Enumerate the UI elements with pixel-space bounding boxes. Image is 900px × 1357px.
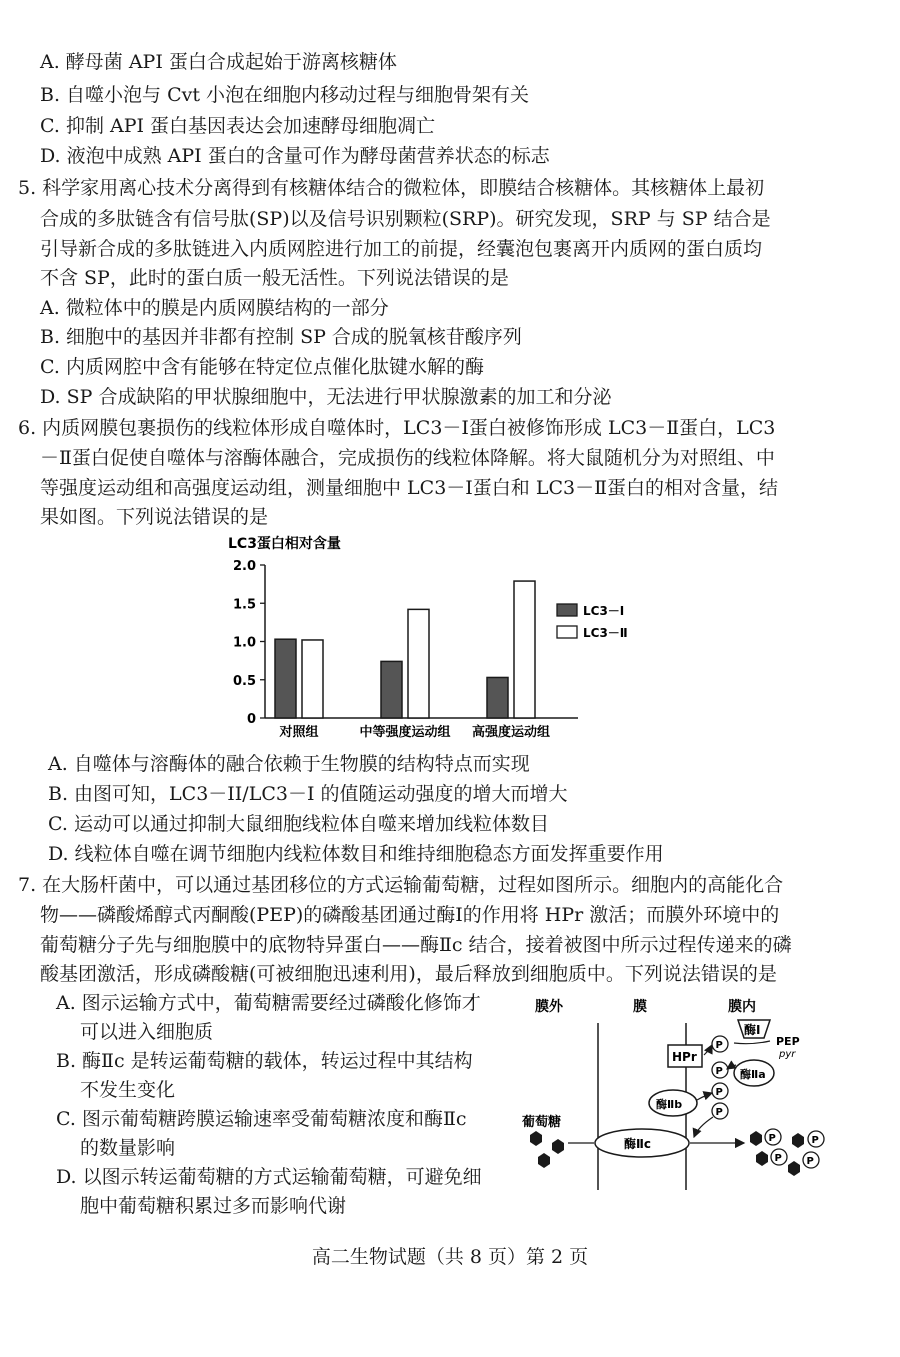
phosphate-2-label: P [715,1066,723,1077]
y-tick-label: 2.0 [232,559,256,574]
y-tick-label: 0.5 [232,673,256,689]
y-ticks [233,559,265,727]
sugar-phosphate-p-label: P [806,1156,814,1167]
bar-lc3-ii [302,640,323,718]
bar-lc3-i [381,661,402,718]
glucose-hexagon [552,1139,564,1154]
q7-option-c-cont: 的数量影响 [80,1137,176,1159]
q7-option-a: A. 图示运输方式中，葡萄糖需要经过磷酸化修饰才 [56,992,481,1014]
q6-option-b: B. 由图可知，LC3－II/LC3－I 的值随运动强度的增大而增大 [48,783,568,805]
q4-option-a: A. 酵母菌 API 蛋白合成起始于游离核糖体 [40,51,397,73]
q7-option-c: C. 图示葡萄糖跨膜运输速率受葡萄糖浓度和酶Ⅱc [56,1108,467,1130]
pyr-label: pyr [779,1049,796,1060]
bar-lc3-i [275,639,296,718]
q7-stem-line: 物——磷酸烯醇式丙酮酸(PEP)的磷酸基团通过酶Ⅰ的作用将 HPr 激活；而膜外环境中的 [40,904,780,926]
legend [557,604,628,640]
phosphate-4-label: P [715,1107,723,1118]
flow-arrow [704,1045,712,1055]
q6-stem-line: 等强度运动组和高强度运动组，测量细胞中 LC3－Ⅰ蛋白和 LC3－Ⅱ蛋白的相对含量，结 [40,477,778,499]
phosphate-3-label: P [715,1087,723,1098]
q5-stem-line: 引导新合成的多肽链进入内质网腔进行加工的前提，经囊泡包裹离开内质网的蛋白质均 [40,238,763,260]
lc3-bar-chart [200,530,628,745]
flow-arrow [694,1117,713,1137]
q7-option-d: D. 以图示转运葡萄糖的方式运输葡萄糖，可避免细 [56,1166,482,1188]
q5-stem-line: 不含 SP，此时的蛋白质一般无活性。下列说法错误的是 [40,267,509,289]
legend-label: LC3－Ⅱ [583,626,628,640]
chart-title: LC3蛋白相对含量 [228,536,341,552]
q7-option-a-cont: 可以进入细胞质 [80,1021,214,1043]
y-tick-label: 1.5 [232,597,256,613]
x-category-label: 中等强度运动组 [359,725,451,740]
y-tick-label: 1.0 [232,635,256,651]
bar-lc3-ii [408,609,429,718]
glucose-hexagon [538,1153,550,1168]
q7-option-b-cont: 不发生变化 [80,1079,176,1101]
glucose-label: 葡萄糖 [522,1115,562,1130]
sugar-phosphate-hexagon [756,1151,768,1166]
q5-option-d: D. SP 合成缺陷的甲状腺细胞中，无法进行甲状腺激素的加工和分泌 [40,386,612,408]
legend-swatch [557,604,577,616]
q7-stem-line: 7. 在大肠杆菌中，可以通过基团移位的方式运输葡萄糖，过程如图所示。细胞内的高能化合 [18,874,784,896]
x-category-label: 高强度运动组 [471,725,551,740]
enzyme-2b-label: 酶Ⅱb [656,1098,683,1111]
q7-stem-line: 葡萄糖分子先与细胞膜中的底物特异蛋白——酶Ⅱc 结合，接着被图中所示过程传递来的磷 [40,934,792,956]
q6-option-c: C. 运动可以通过抑制大鼠细胞线粒体自噬来增加线粒体数目 [48,813,549,835]
q6-stem-line: －Ⅱ蛋白促使自噬体与溶酶体融合，完成损伤的线粒体降解。将大鼠随机分为对照组、中 [40,447,775,469]
sugar-phosphate-p-label: P [768,1133,776,1144]
q6-option-a: A. 自噬体与溶酶体的融合依赖于生物膜的结构特点而实现 [48,753,530,775]
enzyme-1-label: 酶Ⅰ [744,1023,761,1037]
q5-option-b: B. 细胞中的基因并非都有控制 SP 合成的脱氧核苷酸序列 [40,326,522,348]
pep-label: PEP [776,1035,800,1048]
flow-arrow [697,1093,712,1100]
q4-option-c: C. 抑制 API 蛋白基因表达会加速酵母细胞凋亡 [40,115,436,137]
pep-arrow [734,1041,770,1044]
q7-option-b: B. 酶Ⅱc 是转运葡萄糖的载体，转运过程中其结构 [56,1050,473,1072]
sugar-phosphate-p-label: P [811,1135,819,1146]
sugar-phosphate-hexagon [750,1131,762,1146]
sugar-phosphate-p-label: P [774,1153,782,1164]
page-footer: 高二生物试题（共 8 页）第 2 页 [311,1246,589,1268]
q6-stem-line: 6. 内质网膜包裹损伤的线粒体形成自噬体时，LC3－Ⅰ蛋白被修饰形成 LC3－Ⅱ蛋白，LC3 [18,417,776,439]
q5-stem-line: 合成的多肽链含有信号肽(SP)以及信号识别颗粒(SRP)。研究发现，SRP 与 SP 结合是 [40,208,771,230]
q6-option-d: D. 线粒体自噬在调节细胞内线粒体数目和维持细胞稳态方面发挥重要作用 [48,843,664,865]
legend-label: LC3－Ⅰ [583,604,625,618]
q6-stem-line: 果如图。下列说法错误的是 [40,506,269,528]
q5-stem-line: 5. 科学家用离心技术分离得到有核糖体结合的微粒体，即膜结合核糖体。其核糖体上最初 [18,177,765,199]
enzyme-2a-label: 酶Ⅱa [740,1068,766,1081]
chart-canvas [200,530,628,745]
enzyme-2c-label: 酶Ⅱc [624,1137,652,1151]
y-tick-label: 0 [246,712,256,727]
hpr-label: HPr [672,1050,697,1064]
sugar-phosphate-hexagon [792,1133,804,1148]
q7-option-d-cont: 胞中葡萄糖积累过多而影响代谢 [80,1195,347,1217]
bar-lc3-i [487,677,508,718]
q4-option-b: B. 自噬小泡与 Cvt 小泡在细胞内移动过程与细胞骨架有关 [40,84,530,106]
bar-lc3-ii [514,581,535,718]
label-inside: 膜内 [728,999,756,1015]
x-category-label: 对照组 [279,725,319,740]
glucose-hexagon [530,1131,542,1146]
bars [275,581,535,718]
group-translocation-diagram [508,995,838,1195]
q4-option-d: D. 液泡中成熟 API 蛋白的含量可作为酵母菌营养状态的标志 [40,145,550,167]
label-membrane: 膜 [633,999,647,1015]
phosphate-1-label: P [715,1040,723,1051]
q7-stem-line: 酸基团激活，形成磷酸糖(可被细胞迅速利用)，最后释放到细胞质中。下列说法错误的是 [40,963,777,985]
label-outside: 膜外 [535,999,563,1015]
q5-option-a: A. 微粒体中的膜是内质网膜结构的一部分 [40,297,389,319]
sugar-phosphate-hexagon [788,1161,800,1176]
x-labels [278,724,550,740]
legend-swatch [557,626,577,638]
diagram-canvas [508,995,838,1195]
q5-option-c: C. 内质网腔中含有能够在特定位点催化肽键水解的酶 [40,356,484,378]
